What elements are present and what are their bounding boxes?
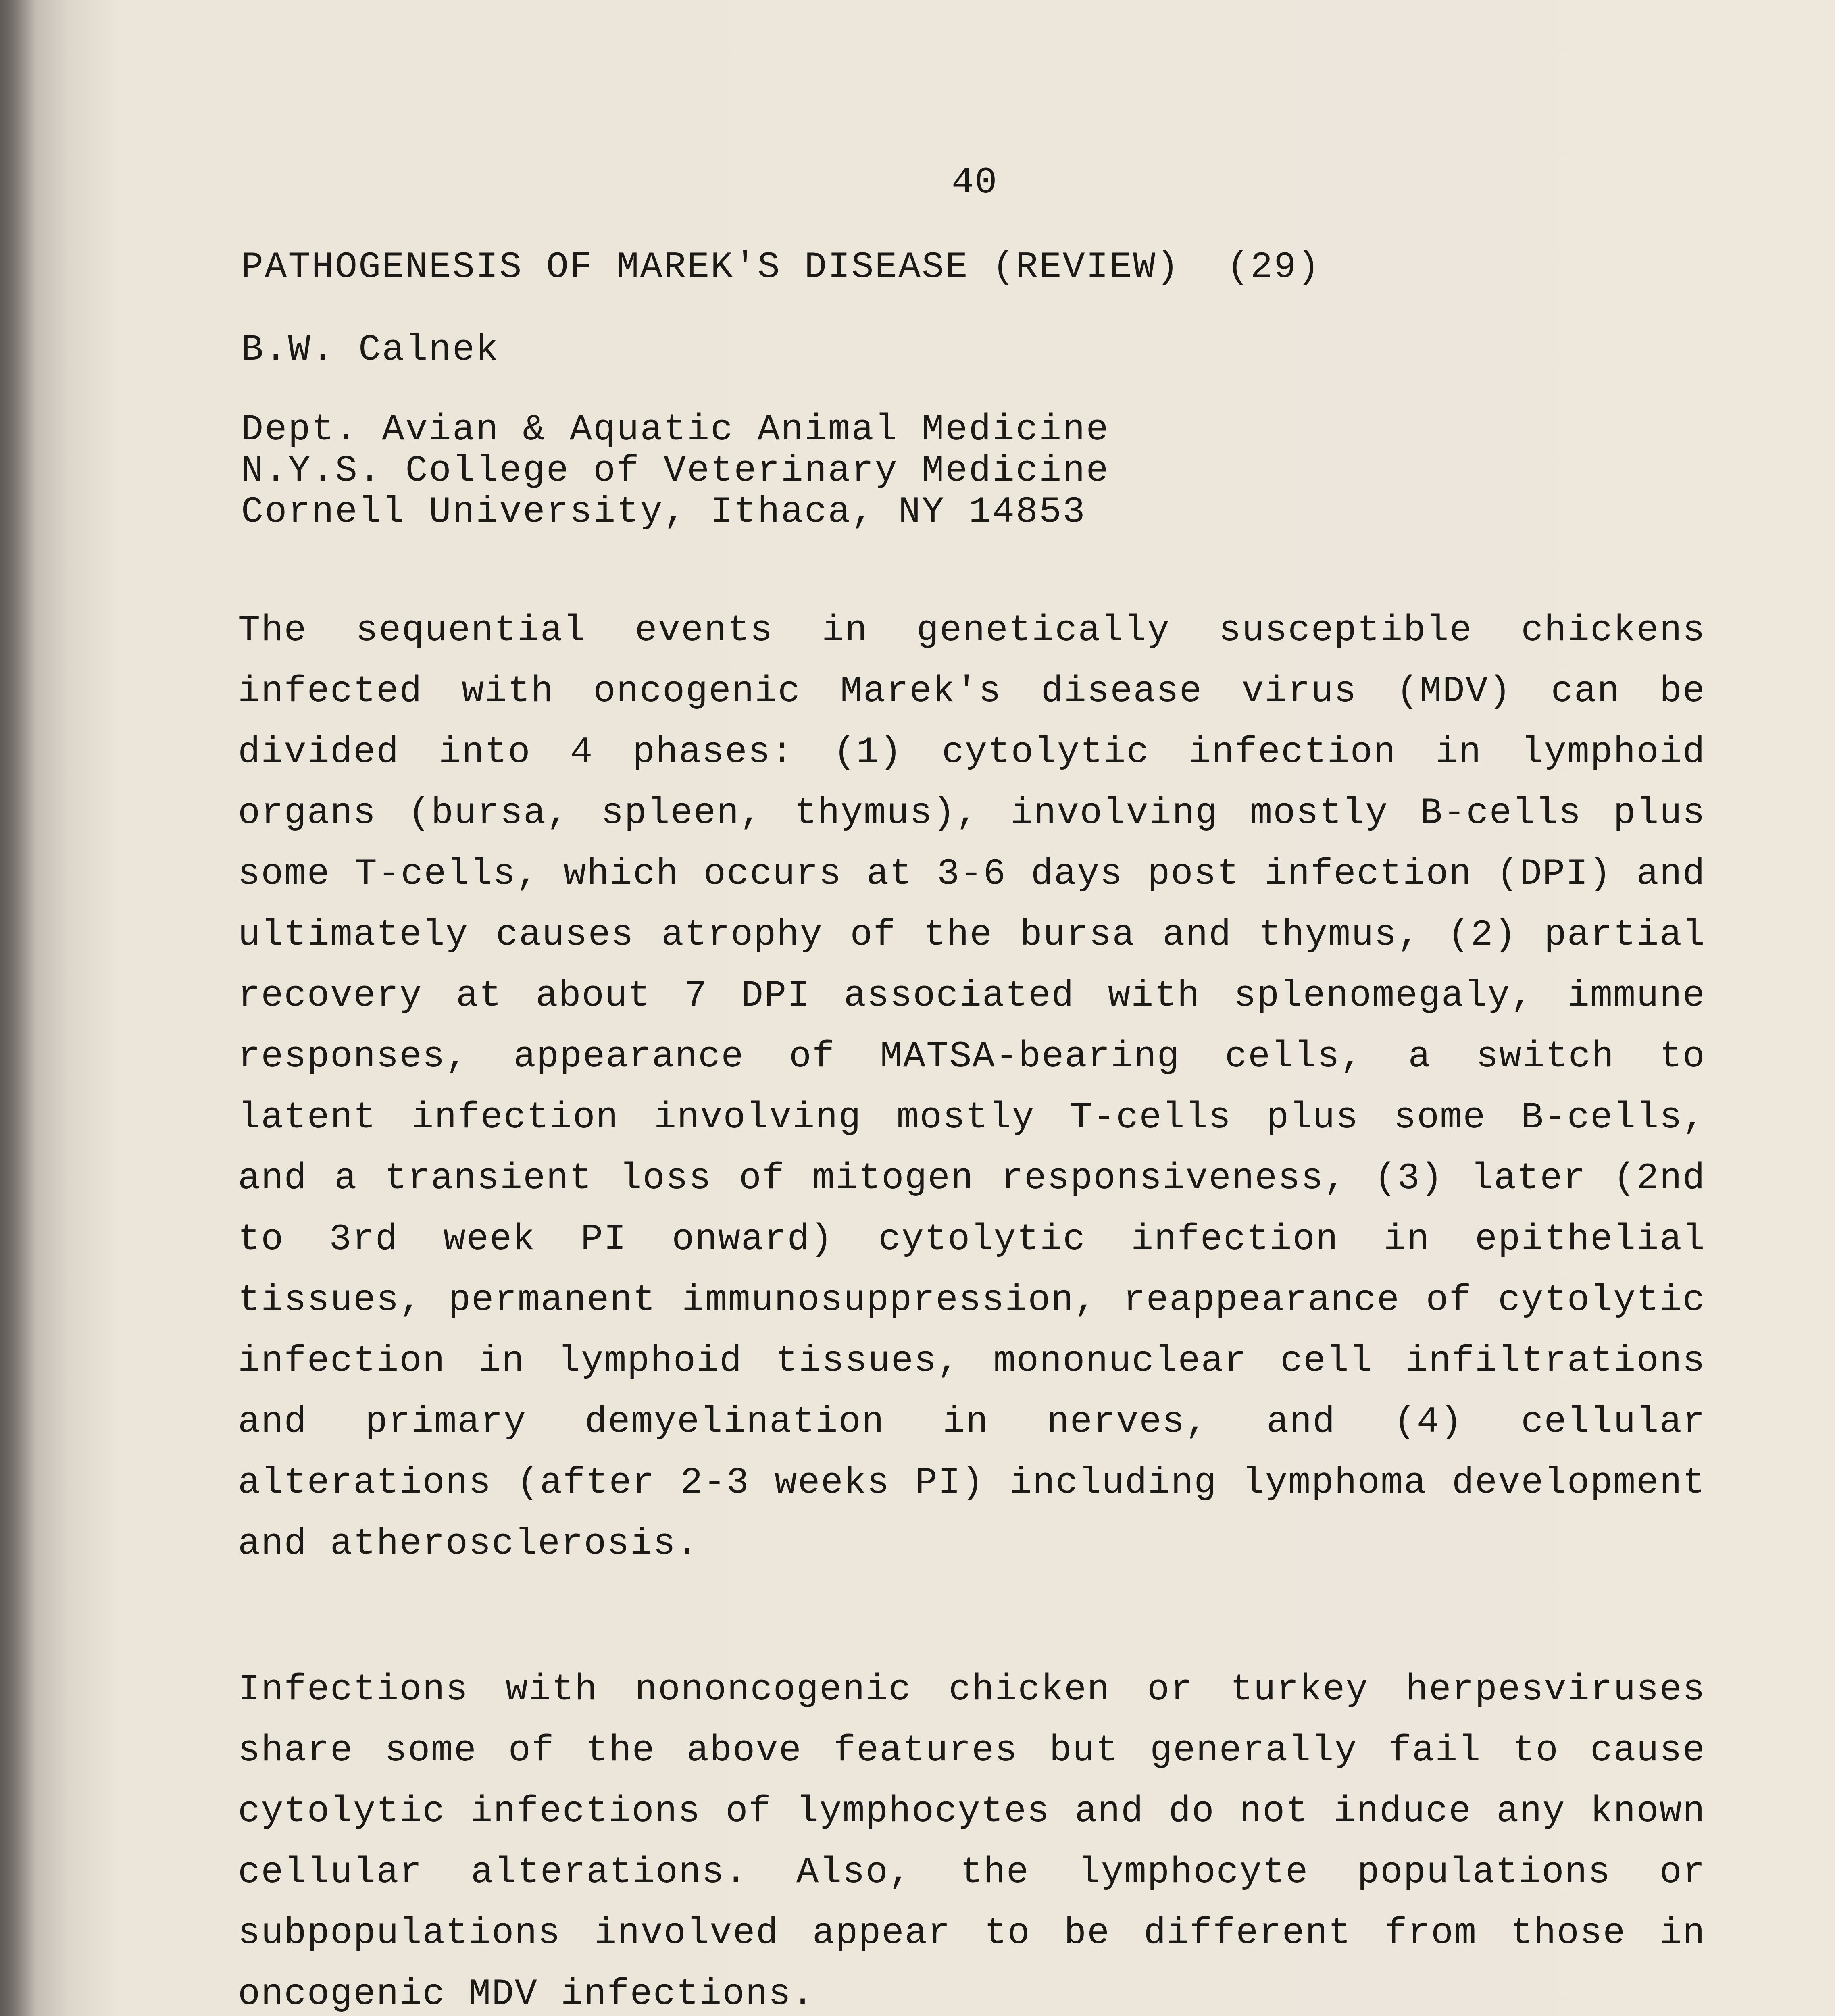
title-reference: (29) [1227,246,1321,288]
affiliation-line-college: N.Y.S. College of Veterinary Medicine [241,450,1110,492]
page-number: 40 [952,161,998,204]
affiliation-line-university: Cornell University, Ithaca, NY 14853 [241,491,1086,533]
page-title [241,246,1321,288]
author-name: B.W. Calnek [241,329,500,371]
author-affiliation [241,409,1110,533]
paragraph-nononcogenic: Infections with nononcogenic chicken or turkey herpesviruses share some of the above features but generally fail to cause cytolytic infections of lymphocytes and do not induce any known cellular alterations. Also, the lymphocyte populations or subpopulations involved appear to be different from those in oncogenic MDV infections. [238,1668,1706,2015]
binding-shadow [0,0,36,2016]
title-text: PATHOGENESIS OF MAREK'S DISEASE (REVIEW) [241,246,1180,288]
affiliation-line-department: Dept. Avian & Aquatic Animal Medicine [241,408,1110,451]
paragraph-phases: The sequential events in genetically susceptible chickens infected with oncogenic Marek's disease virus (MDV) can be divided into 4 phases: (1) cytolytic infection in lymphoid organs (bursa, spleen, thymus), involving mostly B-cells plus some T-cells, which occurs at 3-6 days post infection (DPI) and ultimately causes atrophy of the bursa and thymus, (2) partial recovery at about 7 DPI associated with splenomegaly, immune responses, appearance of MATSA-bearing cells, a switch to latent infection involving mostly T-cells plus some B-cells, and a transient loss of mitogen responsiveness, (3) later (2nd to 3rd week PI onward) cytolytic infection in epithelial tissues, permanent immunosuppression, reappearance of cytolytic infection in lymphoid tissues, mononuclear cell infiltrations and primary demyelination in nerves, and (4) cellular alterations (after 2-3 weeks PI) including lymphoma development and atherosclerosis. [238,609,1706,1565]
